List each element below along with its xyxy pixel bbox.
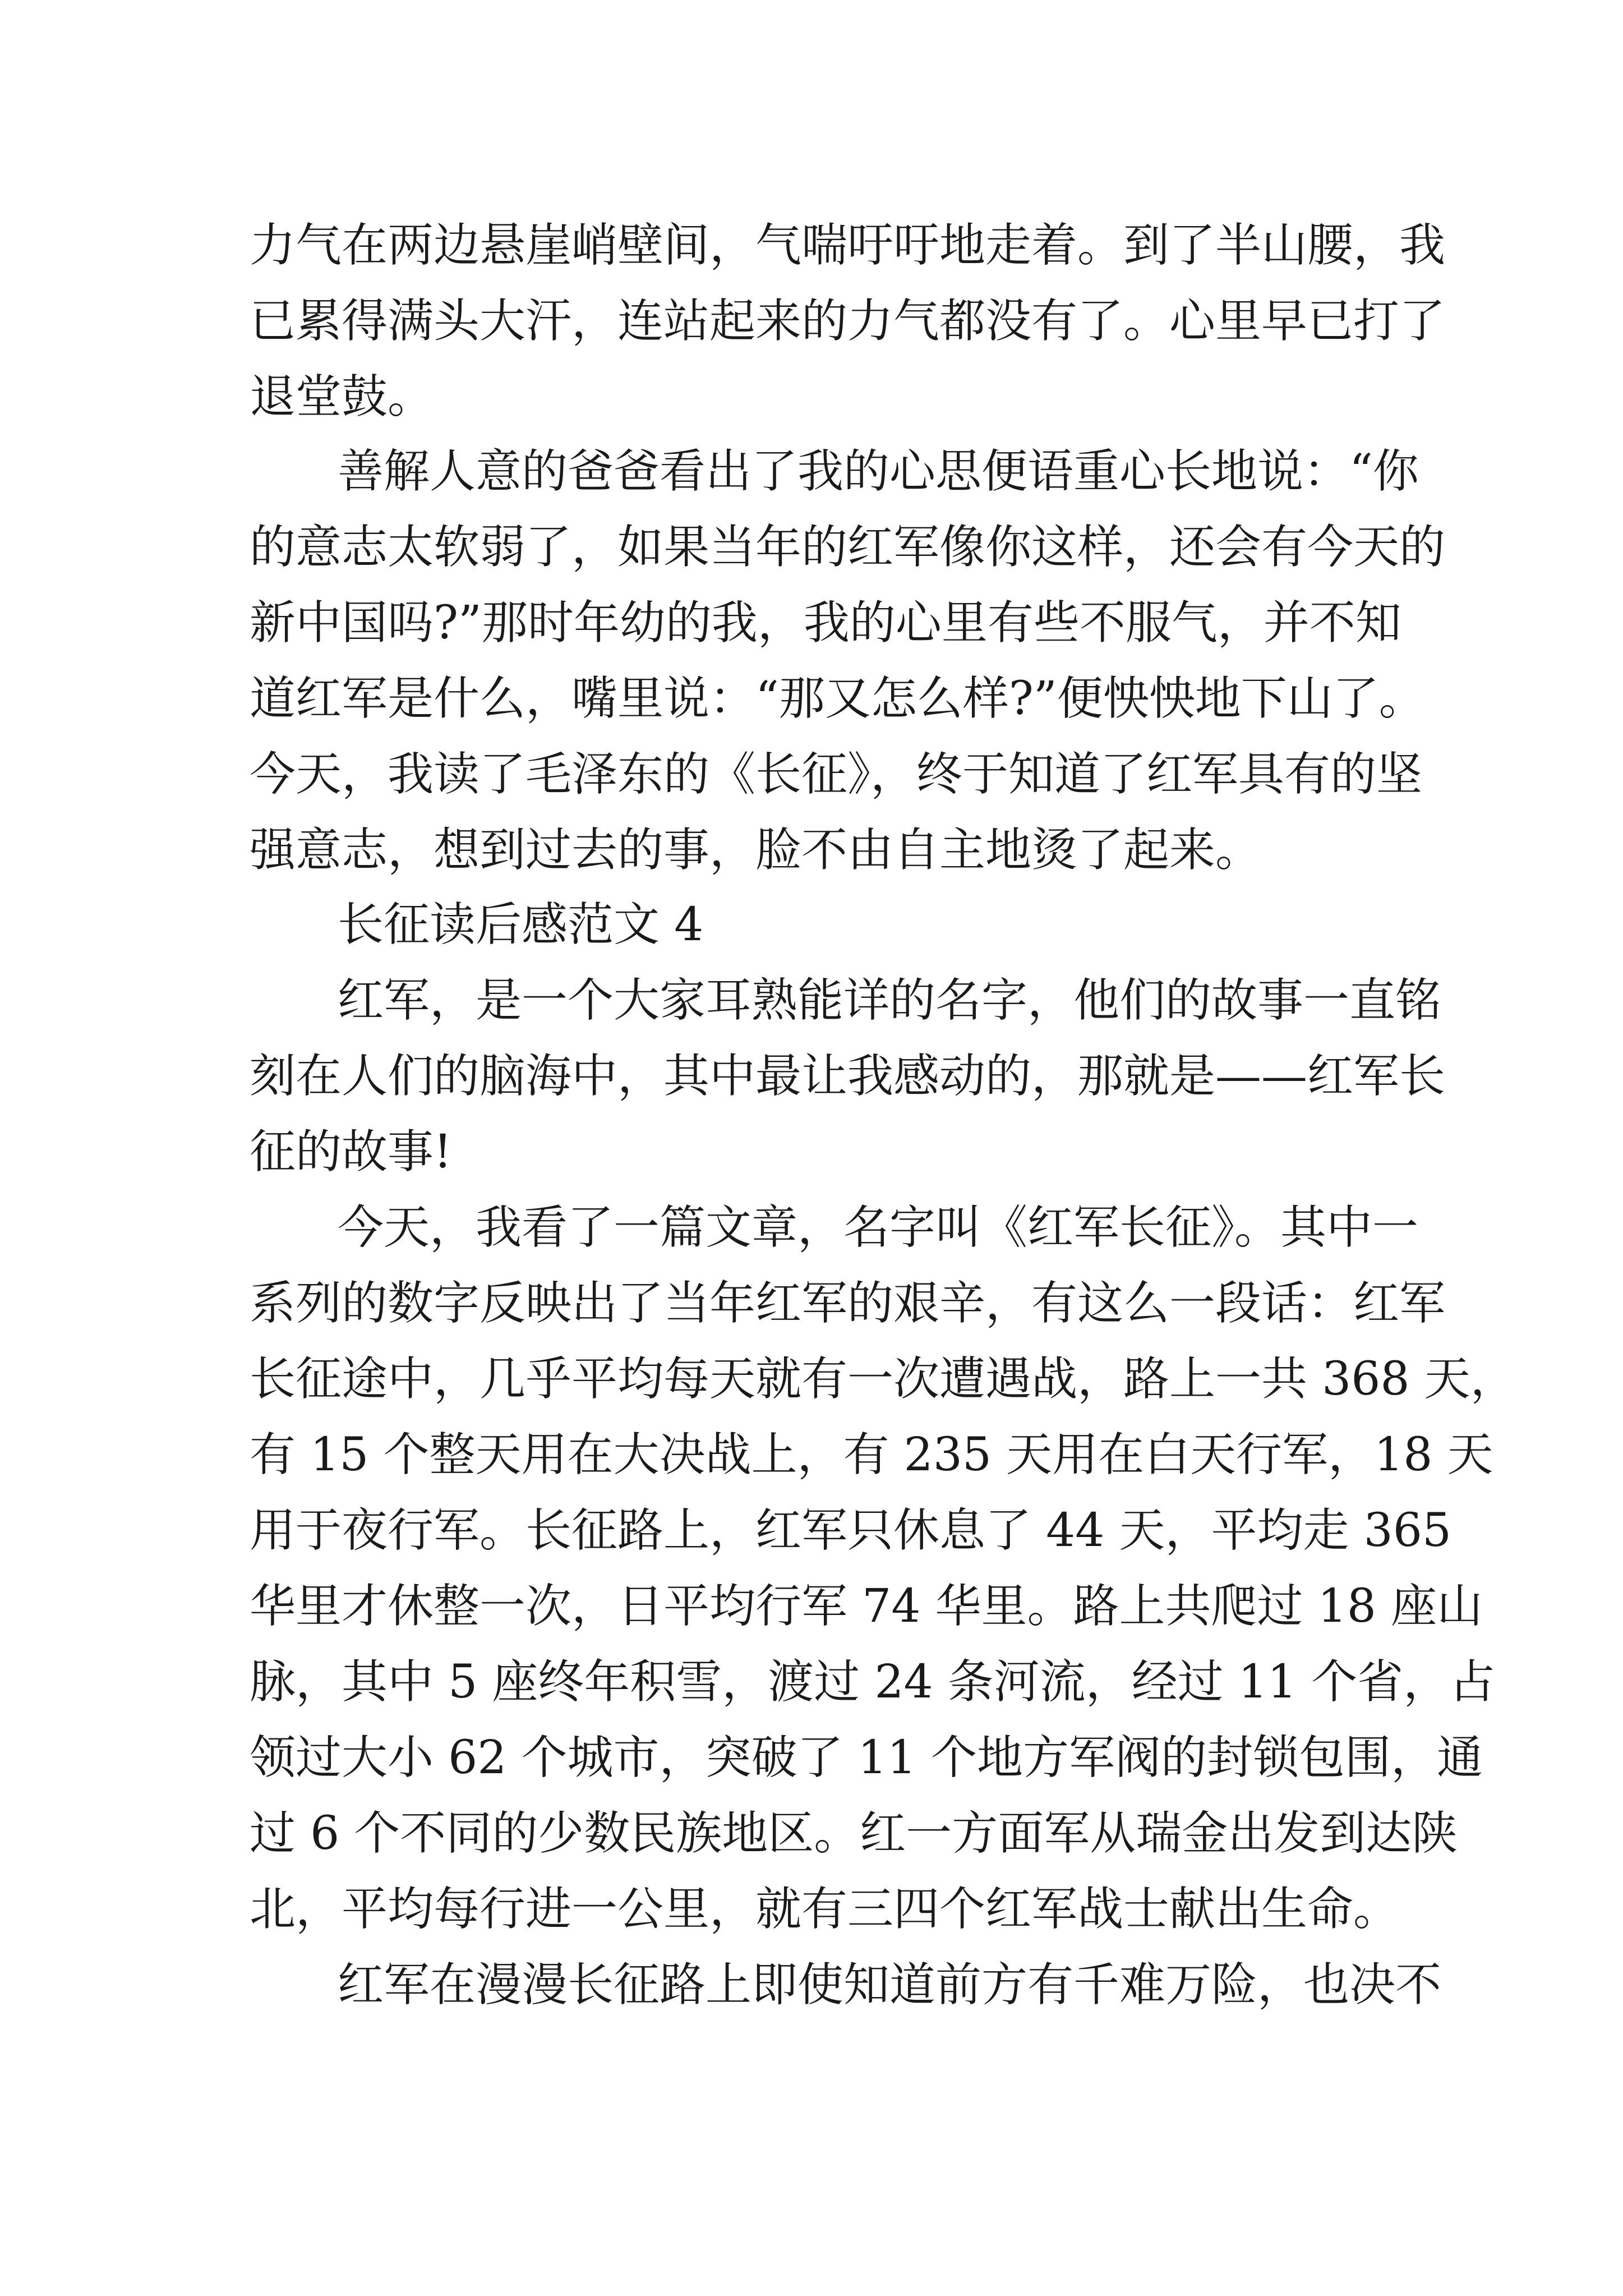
text-line: 脉，其中 5 座终年积雪，渡过 24 条河流，经过 11 个省，占	[250, 1655, 1496, 1709]
paragraph-start-line: 红军在漫漫长征路上即使知道前方有千难万险，也决不	[338, 1958, 1442, 2012]
text-line: 新中国吗?”那时年幼的我，我的心里有些不服气，并不知	[250, 596, 1401, 650]
section-heading: 长征读后感范文 4	[338, 898, 704, 951]
text-line: 强意志，想到过去的事，脸不由自主地烫了起来。	[250, 823, 1262, 877]
text-line: 今天，我读了毛泽东的《长征》，终于知道了红军具有的坚	[250, 748, 1423, 801]
text-line: 长征途中，几乎平均每天就有一次遭遇战，路上一共 368 天，	[250, 1352, 1516, 1406]
text-line: 刻在人们的脑海中，其中最让我感动的，那就是——红军长	[250, 1050, 1446, 1103]
text-line: 有 15 个整天用在大决战上，有 235 天用在白天行军，18 天	[250, 1428, 1493, 1481]
text-line: 过 6 个不同的少数民族地区。红一方面军从瑞金出发到达陕	[250, 1807, 1458, 1860]
text-line: 的意志太软弱了，如果当年的红军像你这样，还会有今天的	[250, 521, 1446, 574]
text-line: 道红军是什么，嘴里说：“那又怎么样?”便怏怏地下山了。	[250, 672, 1425, 725]
text-line: 系列的数字反映出了当年红军的艰辛，有这么一段话：红军	[250, 1277, 1446, 1330]
text-line: 退堂鼓。	[250, 370, 434, 424]
text-line: 征的故事!	[250, 1125, 452, 1179]
text-line: 领过大小 62 个城市，突破了 11 个地方军阀的封锁包围，通	[250, 1731, 1483, 1784]
paragraph-start-line: 红军，是一个大家耳熟能详的名字，他们的故事一直铭	[338, 974, 1442, 1027]
paragraph-start-line: 善解人意的爸爸看出了我的心思便语重心长地说：“你	[338, 445, 1419, 498]
text-line: 力气在两边悬崖峭壁间，气喘吁吁地走着。到了半山腰，我	[250, 219, 1446, 272]
text-line: 北，平均每行进一公里，就有三四个红军战士献出生命。	[250, 1883, 1400, 1936]
text-line: 华里才休整一次，日平均行军 74 华里。路上共爬过 18 座山	[250, 1580, 1483, 1633]
text-line: 用于夜行军。长征路上，红军只休息了 44 天，平均走 365	[250, 1504, 1452, 1557]
paragraph-start-line: 今天，我看了一篇文章，名字叫《红军长征》。其中一	[338, 1201, 1419, 1254]
text-line: 已累得满头大汗，连站起来的力气都没有了。心里早已打了	[250, 295, 1446, 348]
